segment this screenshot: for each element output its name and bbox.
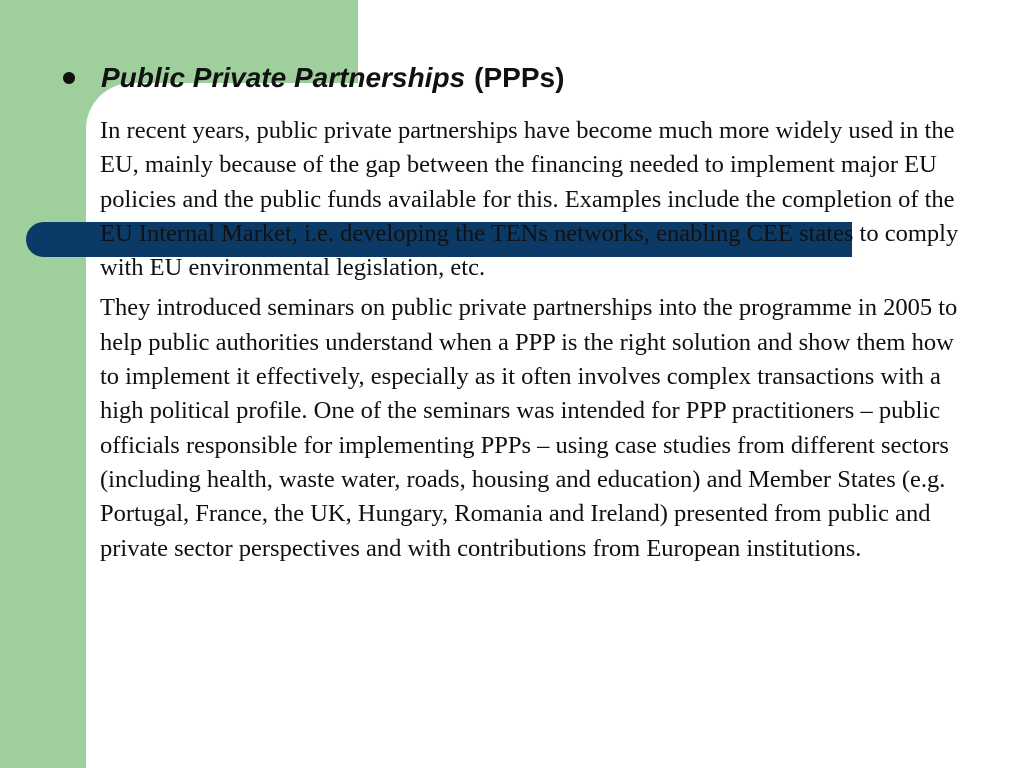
heading-abbreviation: (PPPs) [474,62,565,93]
bullet-icon [63,72,75,84]
heading-title: Public Private Partnerships [101,62,466,93]
slide-heading [63,62,564,94]
slide-body [100,114,966,572]
paragraph-ppp-usage: In recent years, public private partnerships have become much more widely used in the EU, mainly because of the gap between the financing needed to implement major EU policies and the public funds available for this. Examples include the completion of the EU Internal Market, i.e. developing the TENs networks, enabling CEE states to comply with EU environmental legislation, etc. [100,117,959,282]
paragraph-ppp-seminars: They introduced seminars on public private partnerships into the programme in 2005 to help public authorities understand when a PPP is the right solution and show them how to implement it effectively, especially as it often involves complex transactions with a high political profile. One of the seminars was intended for PPP practitioners – public officials responsible for implementing PPPs – using case studies from different sectors (including health, waste water, roads, housing and education) and Member States (e.g. Portugal, France, the UK, Hungary, Romania and Ireland) presented from public and private sector perspectives and with contributions from European institutions. [100,294,958,562]
